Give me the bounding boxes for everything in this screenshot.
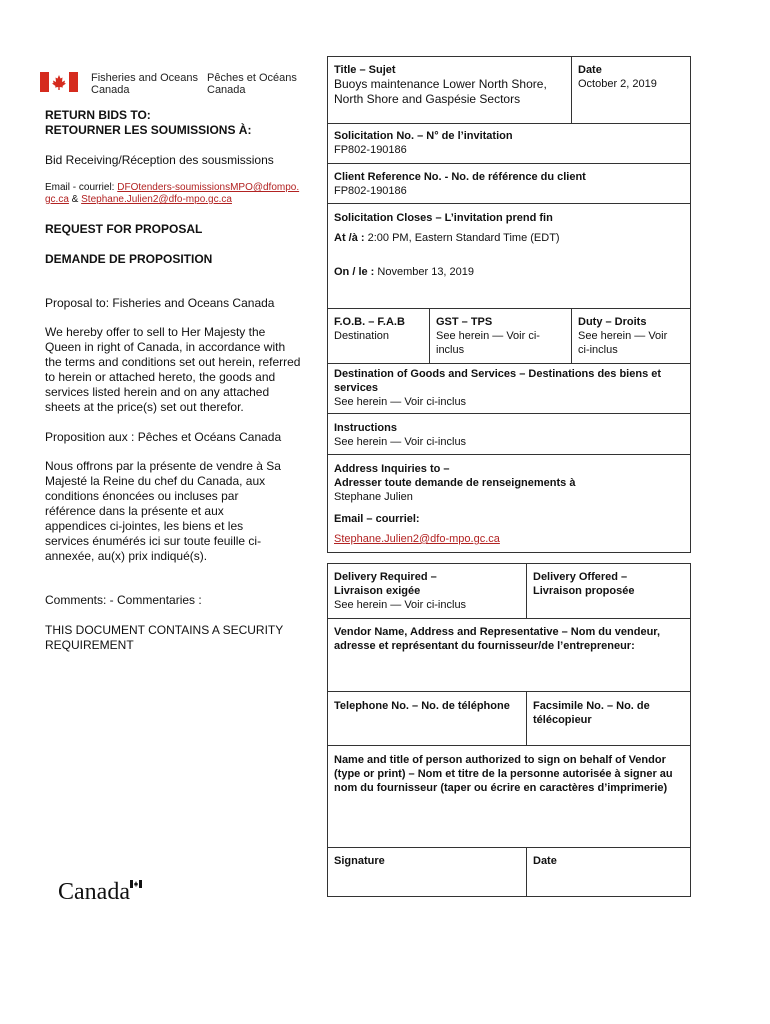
delivery-required-label-line1: Delivery Required – xyxy=(334,571,437,583)
telephone-label: Telephone No. – No. de téléphone xyxy=(334,700,510,712)
duty-cell xyxy=(572,315,690,357)
offer-en-line: services listed herein and on any attached xyxy=(45,385,270,399)
offer-en-line: to herein or attached hereto, the goods and xyxy=(45,370,276,384)
signature-cell[interactable] xyxy=(328,854,526,894)
org-fr-line1: Pêches et Océans xyxy=(207,72,297,84)
fob-label: F.O.B. – F.A.B xyxy=(334,316,405,328)
divider xyxy=(328,454,690,455)
authorized-line3: nom du fournisseur (taper ou écrire en caractères d’imprimerie) xyxy=(334,782,668,794)
canada-flag-icon xyxy=(40,72,78,92)
closes-on-value: November 13, 2019 xyxy=(374,266,475,278)
solicitation-label: Solicitation No. – N° de l’invitation xyxy=(334,130,513,142)
closes-at-label: At /à : xyxy=(334,232,365,244)
title-cell xyxy=(328,63,571,107)
vendor-label-line2: adresse et représentant du fournisseur/de l’entrepreneur: xyxy=(334,640,635,652)
inquiries-value: Stephane Julien xyxy=(334,491,413,503)
closes-on-label: On / le : xyxy=(334,266,375,278)
fax-label-line1: Facsimile No. – No. de xyxy=(533,700,650,712)
divider xyxy=(328,745,690,746)
org-en-line1: Fisheries and Oceans xyxy=(91,72,198,84)
offer-fr-line: conditions énoncées ou incluses par xyxy=(45,489,239,503)
duty-value-line1: See herein — Voir xyxy=(578,330,668,342)
signature-date-cell[interactable] xyxy=(527,854,690,894)
offer-fr-line: Nous offrons par la présente de vendre à Sa xyxy=(45,459,281,473)
rfp-heading-en: REQUEST FOR PROPOSAL xyxy=(45,222,203,236)
fob-cell xyxy=(328,315,429,343)
date-value: October 2, 2019 xyxy=(578,78,657,90)
authorized-line2: (type or print) – Nom et titre de la personne autorisée à signer au xyxy=(334,768,673,780)
delivery-offered-label-line2: Livraison proposée xyxy=(533,585,635,597)
form-top-block xyxy=(327,56,691,553)
email-prefix: Email - courriel: xyxy=(45,182,118,193)
closes-label: Solicitation Closes – L’invitation prend fin xyxy=(334,212,553,224)
email-block xyxy=(45,182,320,206)
proposal-to: Proposal to: Fisheries and Oceans Canada xyxy=(45,296,275,310)
divider xyxy=(328,847,690,848)
delivery-required-label-line2: Livraison exigée xyxy=(334,585,421,597)
org-name-en xyxy=(91,72,198,96)
delivery-required-cell xyxy=(328,570,526,612)
signature-date-label: Date xyxy=(533,855,557,867)
instructions-label: Instructions xyxy=(334,422,397,434)
destination-cell xyxy=(328,367,690,409)
closes-at-row xyxy=(334,231,684,245)
gst-label: GST – TPS xyxy=(436,316,493,328)
divider xyxy=(328,691,690,692)
proposition-aux: Proposition aux : Pêches et Océans Canada xyxy=(45,430,282,444)
canada-wordmark xyxy=(58,879,130,906)
org-fr-line2: Canada xyxy=(207,84,246,96)
client-ref-label: Client Reference No. - No. de référence du client xyxy=(334,171,586,183)
inquiries-label-line2: Adresser toute demande de renseignements à xyxy=(334,477,576,489)
solicitation-value: FP802-190186 xyxy=(334,144,407,156)
fob-value: Destination xyxy=(334,330,390,342)
return-bids-fr: RETOURNER LES SOUMISSIONS À: xyxy=(45,123,252,137)
delivery-required-value: See herein — Voir ci-inclus xyxy=(334,599,467,611)
duty-value-line2: ci-inclus xyxy=(578,344,618,356)
org-en-line2: Canada xyxy=(91,84,130,96)
instructions-cell xyxy=(328,421,690,449)
gst-value-line2: inclus xyxy=(436,344,465,356)
gst-value-line1: See herein — Voir ci- xyxy=(436,330,540,342)
security-line2: REQUIREMENT xyxy=(45,638,134,652)
divider xyxy=(328,163,690,164)
destination-value: See herein — Voir ci-inclus xyxy=(334,396,467,408)
signature-label: Signature xyxy=(334,855,385,867)
vendor-cell[interactable] xyxy=(328,625,690,689)
offer-en-line: We hereby offer to sell to Her Majesty the xyxy=(45,325,266,339)
divider xyxy=(328,308,690,309)
destination-label-line1: Destination of Goods and Services – Destinations des biens et xyxy=(334,368,662,380)
security-requirement xyxy=(45,623,283,653)
divider xyxy=(328,363,690,364)
email-label: Email – courriel: xyxy=(334,513,420,525)
closes-at-value: 2:00 PM, Eastern Standard Time (EDT) xyxy=(364,232,560,244)
canada-wordmark-text: Canada xyxy=(58,879,130,905)
org-name-fr xyxy=(207,72,297,96)
rfp-heading-fr: DEMANDE DE PROPOSITION xyxy=(45,252,213,266)
vendor-label-line1: Vendor Name, Address and Representative – Nom du vendeur, xyxy=(334,626,661,638)
client-ref-value: FP802-190186 xyxy=(334,185,407,197)
return-bids-heading xyxy=(45,108,251,138)
divider xyxy=(328,413,690,414)
offer-fr xyxy=(45,459,281,564)
offer-fr-line: Majesté la Reine du chef du Canada, aux xyxy=(45,474,266,488)
email-link-contact[interactable]: Stephane.Julien2@dfo-mpo.gc.ca xyxy=(81,194,232,205)
divider xyxy=(328,203,690,204)
email-value-link[interactable]: Stephane.Julien2@dfo-mpo.gc.ca xyxy=(334,533,500,545)
offer-fr-line: services énumérés ici sur toute feuille ci- xyxy=(45,534,262,548)
duty-label: Duty – Droits xyxy=(578,316,647,328)
destination-label-line2: services xyxy=(334,382,379,394)
delivery-offered-label-line1: Delivery Offered – xyxy=(533,571,628,583)
email-link-tenders[interactable]: DFOtenders-soumissionsMPO@dfompo. xyxy=(117,182,300,193)
title-value-line2: North Shore and Gaspésie Sectors xyxy=(334,92,521,106)
date-cell xyxy=(572,63,690,91)
divider xyxy=(328,123,690,124)
offer-en-line: Queen in right of Canada, in accordance with xyxy=(45,340,286,354)
fax-label-line2: télécopieur xyxy=(533,714,592,726)
bid-receiving: Bid Receiving/Réception des sousmissions xyxy=(45,153,274,167)
title-label: Title – Sujet xyxy=(334,64,396,76)
offer-fr-line: appendices ci-jointes, les biens et les xyxy=(45,519,244,533)
offer-fr-line: annexée, au(x) prix indiqué(s). xyxy=(45,549,208,563)
offer-en-line: sheets at the price(s) set out therefor. xyxy=(45,400,244,414)
authorized-line1: Name and title of person authorized to sign on behalf of Vendor xyxy=(334,754,666,766)
delivery-offered-cell xyxy=(527,570,690,598)
security-line1: THIS DOCUMENT CONTAINS A SECURITY xyxy=(45,623,284,637)
telephone-cell[interactable] xyxy=(328,699,526,744)
divider xyxy=(328,618,690,619)
instructions-value: See herein — Voir ci-inclus xyxy=(334,436,467,448)
gst-cell xyxy=(430,315,571,357)
client-ref-cell xyxy=(328,170,690,198)
inquiries-label-line1: Address Inquiries to – xyxy=(334,463,450,475)
offer-en xyxy=(45,325,300,415)
wordmark-flag-icon xyxy=(130,880,142,888)
date-label: Date xyxy=(578,64,602,76)
closes-on-row xyxy=(334,265,684,279)
authorized-person-cell[interactable] xyxy=(328,753,690,845)
solicitation-cell xyxy=(328,129,690,157)
title-value-line1: Buoys maintenance Lower North Shore, xyxy=(334,77,547,91)
inquiries-cell xyxy=(328,462,690,546)
offer-en-line: the terms and conditions set out herein, referred xyxy=(45,355,301,369)
form-bottom-block xyxy=(327,563,691,897)
closes-cell xyxy=(328,211,690,279)
return-bids-en: RETURN BIDS TO: xyxy=(45,108,151,122)
email-link-tenders-cont[interactable]: gc.ca xyxy=(45,194,69,205)
comments: Comments: - Commentaries : xyxy=(45,593,202,607)
email-amp: & xyxy=(68,194,82,205)
offer-fr-line: référence dans la présente et aux xyxy=(45,504,224,518)
fax-cell[interactable] xyxy=(527,699,690,744)
